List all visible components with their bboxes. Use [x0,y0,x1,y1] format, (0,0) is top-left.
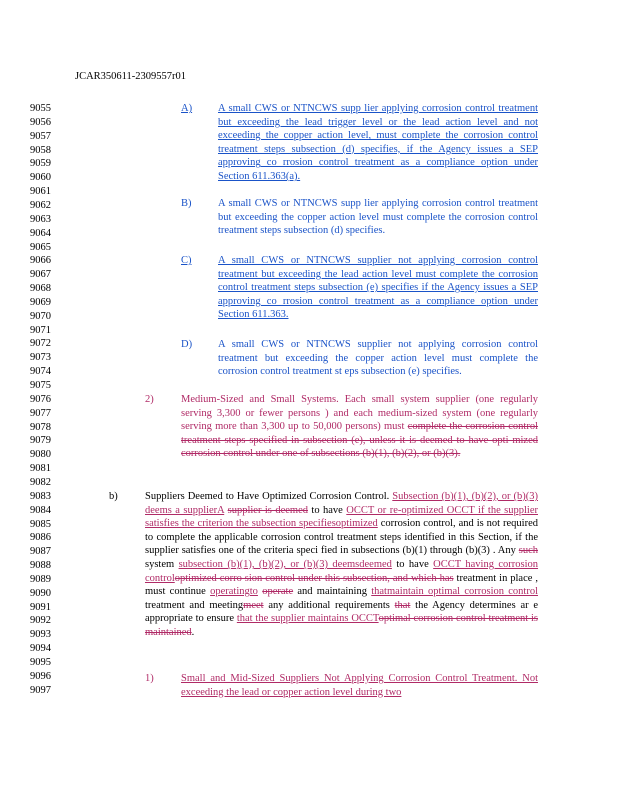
line-number: 9088 [30,560,51,572]
line-number: 9069 [30,296,51,308]
item-c-text: A small CWS or NTNCWS supplier not applying corrosion control treatment but exceeding the lead action level must complete the corrosion control treatment steps subsection (e) specifies if the Agency issues a SEP approving co rrosion control treatment as a compliance option under Section 611.363. [218,255,538,321]
line-number: 9090 [30,587,51,599]
line-number: 9097 [30,684,51,696]
subsection-b-heading: Suppliers Deemed to Have Optimized Corrosion Control. [145,491,390,502]
deleted-text: such [518,545,538,557]
plain-text: the Agency determines ar e appropriate to ensure [145,599,539,625]
deleted-text: operate [262,586,294,598]
inserted-text: operatingto [210,586,258,598]
line-number: 9066 [30,255,51,267]
inserted-text: Subsection (b)(1), (b)(2), or (b)(3) deems a supplierA [145,491,538,516]
deleted-text: supplier is deemed [227,504,308,516]
inserted-text: OCCT or re-optimized OCCT if the supplier satisfies the criterion the subsection specifiesoptimized [145,504,538,530]
document-id-header: JCAR350611-2309557r01 [75,71,187,82]
inserted-text: subsection (b)(1), (b)(2), or (b)(3) deemsdeemed [178,558,392,570]
line-number: 9074 [30,366,51,378]
item-d-text: A small CWS or NTNCWS supplier not applying corrosion control treatment but exceeding the copper action level must complete the corrosion control treatment st eps subsection (e) specifies. [218,339,538,378]
line-number: 9096 [30,670,51,682]
line-number: 9091 [30,601,51,613]
line-number: 9075 [30,380,51,391]
inserted-text: thatmaintain optimal corrosion control [371,586,538,598]
deleted-text: optimal corrosion control treatment is maintained [145,613,538,638]
line-number: 9062 [30,199,51,211]
line-number: 9083 [30,490,51,502]
item-2-revised-text: Medium-Sized and Small Systems. Each small system supplier (one regularly serving 3,300 or fewer persons ) and each medium-sized system (one regularly serving more than 3,300 up to 50,000 persons) must [181,394,538,433]
line-number: 9077 [30,407,51,419]
item-1-label: 1) [145,673,154,684]
plain-text: treatment in place , must continue [145,572,538,598]
deleted-text: meet [243,599,264,611]
line-number: 9072 [30,338,51,350]
line-number: 9081 [30,463,51,475]
line-number: 9078 [30,421,51,433]
line-number: 9079 [30,435,51,447]
line-number: 9061 [30,186,51,198]
deleted-text: that [394,599,411,611]
line-number: 9058 [30,144,51,156]
plain-text: corrosion control, and is not required to complete the applicable corrosion control treatment steps identified in this Section, if the supplier satisfies one of the criteria speci fied in subsections (b)(1) through (b)(3) . Any [145,518,538,557]
line-number: 9080 [30,449,51,461]
line-number: 9056 [30,116,51,128]
line-number: 9067 [30,269,51,281]
line-number: 9082 [30,476,51,488]
item-a-label: A) [181,103,193,114]
item-d-label: D) [181,339,193,350]
line-number: 9055 [30,103,51,114]
line-number: 9070 [30,310,51,322]
line-number: 9063 [30,213,51,225]
line-number: 9060 [30,172,51,184]
line-number: 9095 [30,657,51,668]
line-number: 9065 [30,241,51,253]
plain-text: . [191,626,195,638]
line-number: 9094 [30,643,51,655]
item-1-text: Small and Mid-Sized Suppliers Not Applying Corrosion Control Treatment. Not exceeding the lead or copper action level during two [181,673,538,698]
item-c-label: C) [181,255,192,266]
subsection-b-text [145,490,538,640]
line-number: 9086 [30,532,51,544]
line-number: 9085 [30,518,51,530]
item-b-text: A small CWS or NTNCWS supp lier applying corrosion control treatment but exceeding the copper action level must complete the corrosion control treatment steps subsection (d) specifies. [218,198,538,237]
plain-text: to have [311,504,343,516]
line-number: 9059 [30,158,51,170]
line-number: 9092 [30,615,51,627]
line-number: 9076 [30,393,51,405]
plain-text: treatment and meeting [145,599,244,611]
inserted-text: that the supplier maintains OCCT [236,613,379,625]
line-number: 9057 [30,130,51,142]
line-number: 9064 [30,227,51,239]
line-number: 9093 [30,629,51,641]
plain-text: system [145,558,175,570]
line-number: 9073 [30,352,51,364]
subsection-b-label: b) [109,491,118,502]
item-b-label: B) [181,198,192,209]
inserted-text: OCCT having corrosion control [145,558,539,584]
line-number: 9068 [30,283,51,295]
line-number: 9089 [30,573,51,585]
plain-text: to have [396,558,429,570]
line-number: 9084 [30,504,51,516]
item-2-deleted-text: complete the corrosion control treatment steps specified in subsection (e), unless it is deemed to have opti mized corrosion control under one of subsections (b)(1), (b)(2), or (b)(3). [181,421,539,460]
item-a-text: A small CWS or NTNCWS supp lier applying corrosion control treatment but exceeding the lead trigger level or the lead action level and not exceeding the copper action level, must complete the corrosion control treatment steps subsection (d) specifies, if the Agency issues a SEP approving co rrosion control treatment as a compliance option under Section 611.363(a). [218,103,538,182]
line-number: 9071 [30,324,51,336]
plain-text: and maintaining [297,586,367,598]
item-2-label: 2) [145,394,154,405]
item-2-text [181,393,538,461]
line-number: 9087 [30,546,51,558]
deleted-text: optimized corro sion control under this subsection, and which has [174,572,454,584]
plain-text: any additional requirements [268,599,390,611]
